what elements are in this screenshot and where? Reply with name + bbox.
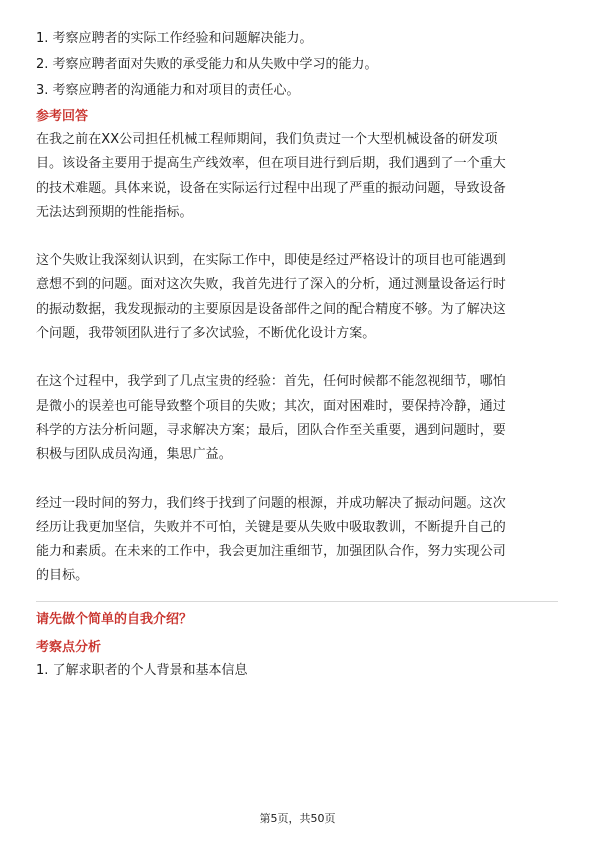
list-item: 1. 了解求职者的个人背景和基本信息 <box>36 662 248 678</box>
section-divider <box>36 601 558 602</box>
answer-paragraph <box>36 370 558 467</box>
paragraph-line: 积极与团队成员沟通，集思广益。 <box>36 447 232 463</box>
paragraph-line: 经过一段时间的努力，我们终于找到了问题的根源，并成功解决了振动问题。这次 <box>36 495 506 511</box>
list-item: 3. 考察应聘者的沟通能力和对项目的责任心。 <box>36 83 300 98</box>
list-item: 1. 考察应聘者的实际工作经验和问题解决能力。 <box>36 31 313 46</box>
answer-heading: 参考回答 <box>36 109 89 124</box>
top-points-list <box>36 29 558 101</box>
paragraph-gap <box>36 468 558 492</box>
answer-body <box>36 128 558 589</box>
paragraph-line: 目。该设备主要用于提高生产线效率，但在项目进行到后期，我们遇到了一个重大 <box>36 156 506 172</box>
next-points-list <box>36 661 558 681</box>
next-question-title: 请先做个简单的自我介绍？ <box>36 611 193 627</box>
analysis-heading: 考察点分析 <box>36 639 102 655</box>
paragraph-line: 经历让我更加坚信，失败并不可怕，关键是要从失败中吸取教训，不断提升自己的 <box>36 519 506 535</box>
paragraph-line: 这个失败让我深刻认识到，在实际工作中，即使是经过严格设计的项目也可能遇到 <box>36 253 506 269</box>
paragraph-line: 的技术难题。具体来说，设备在实际运行过程中出现了严重的振动问题，导致设备 <box>36 180 506 196</box>
paragraph-line: 意想不到的问题。面对这次失败，我首先进行了深入的分析，通过测量设备运行时 <box>36 277 506 293</box>
paragraph-line: 在这个过程中，我学到了几点宝贵的经验：首先，任何时候都不能忽视细节，哪怕 <box>36 374 506 390</box>
paragraph-gap <box>36 346 558 370</box>
answer-paragraph <box>36 492 558 589</box>
paragraph-line: 能力和素质。在未来的工作中，我会更加注重细节，加强团队合作，努力实现公司 <box>36 544 506 560</box>
paragraph-line: 的目标。 <box>36 568 89 584</box>
paragraph-line: 无法达到预期的性能指标。 <box>36 204 193 220</box>
answer-paragraph <box>36 249 558 346</box>
paragraph-line: 是微小的误差也可能导致整个项目的失败；其次，面对困难时，要保持冷静，通过 <box>36 398 506 414</box>
paragraph-line: 在我之前在XX公司担任机械工程师期间，我们负责过一个大型机械设备的研发项 <box>36 132 498 147</box>
page-footer: 第5页，共50页 <box>259 812 336 825</box>
paragraph-line: 的振动数据，我发现振动的主要原因是设备部件之间的配合精度不够。为了解决这 <box>36 301 506 317</box>
answer-paragraph <box>36 128 558 225</box>
paragraph-gap <box>36 225 558 249</box>
paragraph-line: 科学的方法分析问题，寻求解决方案；最后，团队合作至关重要，遇到问题时，要 <box>36 422 506 438</box>
page-content <box>36 29 558 687</box>
paragraph-line: 个问题，我带领团队进行了多次试验，不断优化设计方案。 <box>36 326 376 342</box>
list-item: 2. 考察应聘者面对失败的承受能力和从失败中学习的能力。 <box>36 57 378 72</box>
